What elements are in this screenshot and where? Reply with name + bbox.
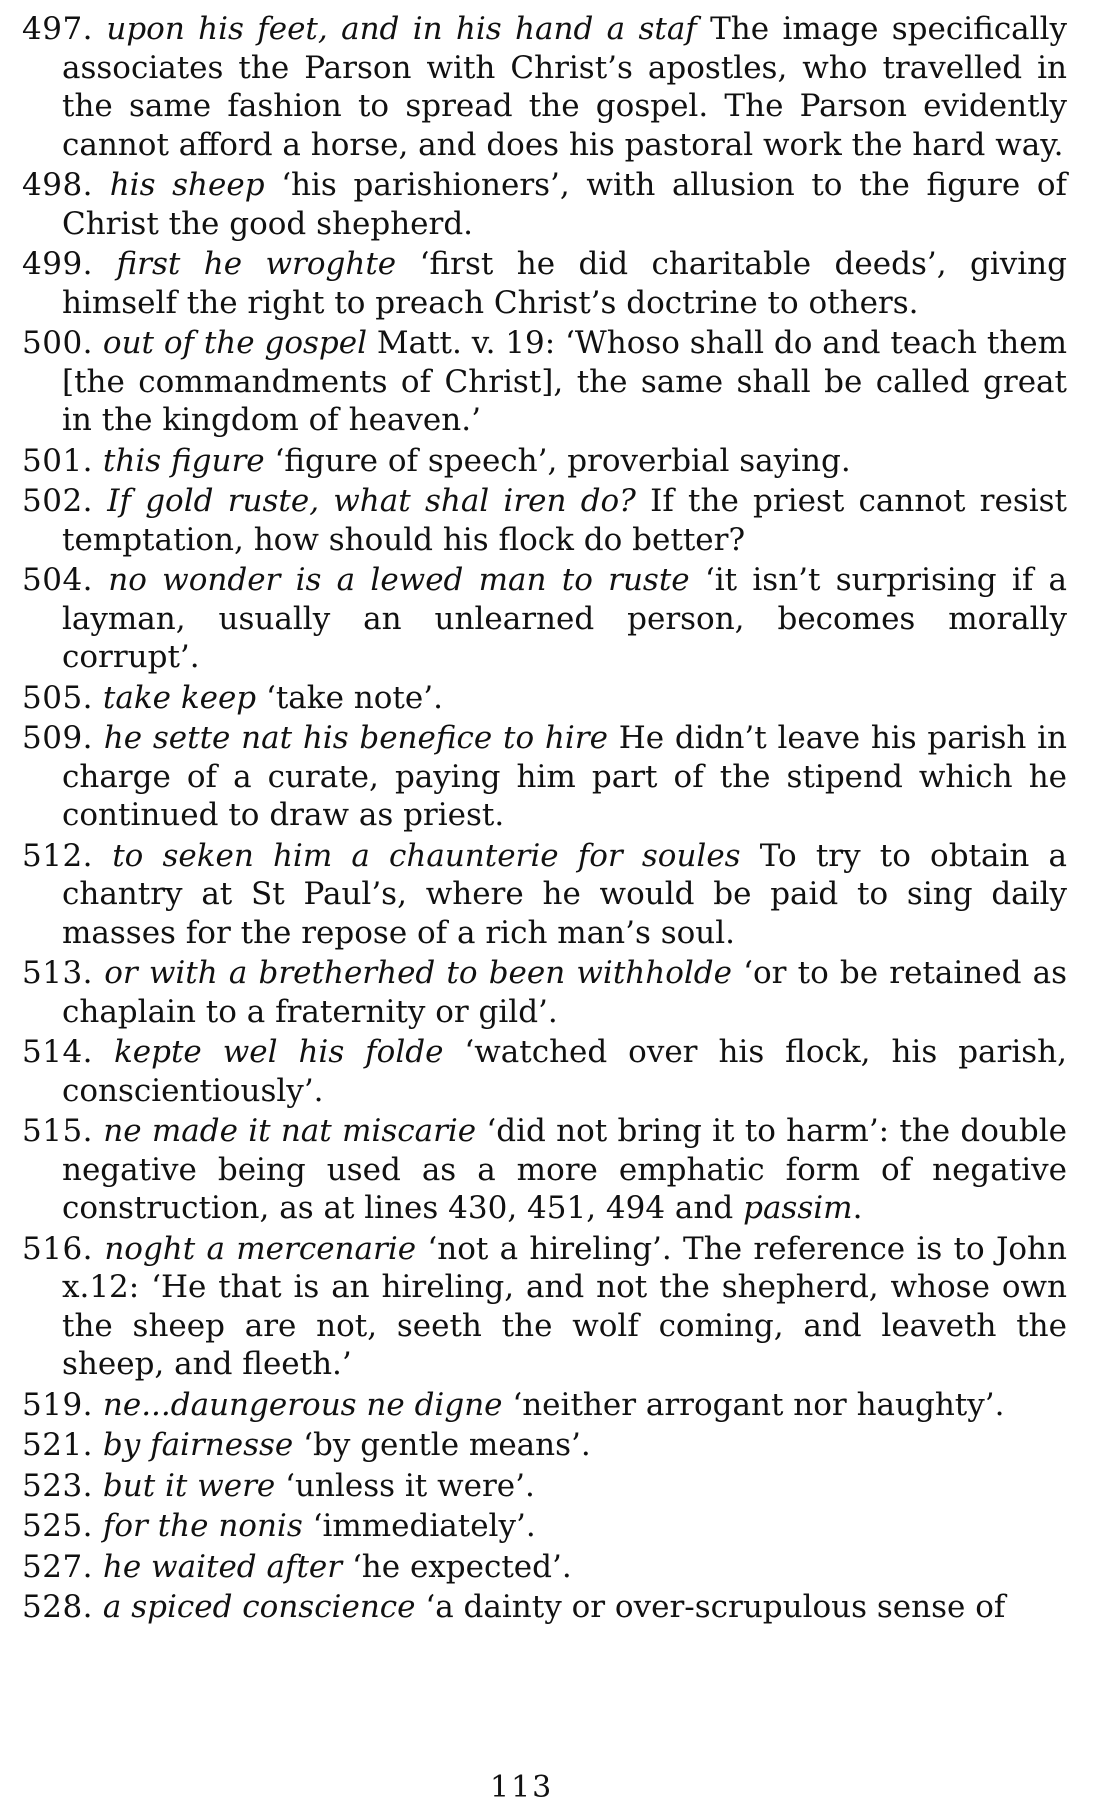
gloss: ‘did not bring it to harm’: the double negative being used as a more emphatic form of negative construction, as at lines 430, 451, 494 and [62, 1113, 1067, 1226]
gloss: The image specifically associates the Parson with Christ’s apostles, who travelled in the same fashion to spread the gospel. The Parson evidently cannot afford a horse, and does his pastoral work the hard way. [62, 11, 1068, 163]
line-number: 516. [22, 1230, 94, 1267]
line-number: 513. [22, 955, 94, 991]
note-entry-527 [22, 1548, 1067, 1587]
line-number: 497. [22, 11, 94, 47]
lemma: upon his feet, and in his hand a staf [106, 11, 697, 47]
line-number: 525. [22, 1508, 94, 1544]
gloss-end: . [852, 1190, 863, 1226]
page-number: 113 [490, 1770, 554, 1805]
gloss: ‘or to be retained as chaplain to a fraternity or gild’. [62, 955, 1068, 1030]
note-entry-525 [22, 1507, 1067, 1546]
lemma: to seken him a chaunterie for soules [112, 837, 741, 874]
line-number: 505. [22, 679, 94, 716]
note-entry-499 [22, 245, 1067, 322]
line-number: 521. [22, 1427, 94, 1463]
note-entry-498 [22, 166, 1067, 243]
gloss: ‘his parishioners’, with allusion to the figure of Christ the good shepherd. [62, 167, 1067, 242]
note-entry-509 [22, 719, 1067, 835]
note-entry-528 [22, 1588, 1067, 1627]
gloss: ‘it isn’t surprising if a layman, usually an unlearned person, becomes morally corrupt’. [62, 562, 1068, 675]
gloss: Matt. v. 19: ‘Whoso shall do and teach them [the commandments of Christ], the same shall be called great in the kingdom of heaven.’ [62, 325, 1068, 438]
lemma: for the nonis [102, 1508, 303, 1544]
line-number: 499. [22, 246, 94, 282]
gloss: ‘take note’. [266, 679, 443, 716]
line-number: 514. [22, 1034, 94, 1070]
lemma: noght a mercenarie [104, 1230, 417, 1267]
notes-page [22, 10, 1067, 1629]
note-entry-497 [22, 10, 1067, 164]
note-entry-523 [22, 1467, 1067, 1506]
gloss: ‘not a hireling’. The reference is to John x.12: ‘He that is an hireling, and not the shepherd, whose own the sheep are not, seeth the wolf coming, and leaveth the sheep, and fleeth.’ [62, 1230, 1067, 1382]
note-entry-502 [22, 482, 1067, 559]
line-number: 500. [22, 325, 94, 361]
lemma: kepte wel his folde [113, 1034, 444, 1070]
line-number: 504. [22, 562, 94, 598]
lemma: ne...daungerous ne digne [102, 1386, 503, 1423]
line-number: 502. [22, 483, 94, 519]
note-entry-519 [22, 1386, 1067, 1425]
lemma: first he wroghte [116, 246, 397, 282]
lemma: he sette nat his benefice to hire [103, 720, 608, 756]
lemma: but it were [102, 1467, 276, 1504]
note-entry-514 [22, 1033, 1067, 1110]
gloss: ‘immediately’. [312, 1508, 536, 1544]
gloss: He didn’t leave his parish in charge of a curate, paying him part of the stipend which he continued to draw as priest. [62, 720, 1067, 833]
note-entry-515 [22, 1112, 1067, 1228]
note-entry-505 [22, 679, 1067, 718]
line-number: 498. [22, 167, 94, 203]
gloss: ‘neither arrogant nor haughty’. [512, 1386, 1005, 1423]
lemma: his sheep [109, 167, 265, 203]
note-entry-521 [22, 1426, 1067, 1465]
lemma: a spiced conscience [102, 1589, 416, 1625]
gloss: If the priest cannot resist temptation, how should his flock do better? [62, 483, 1068, 558]
gloss: To try to obtain a chantry at St Paul’s, where he would be paid to sing daily masses for the repose of a rich man’s soul. [62, 837, 1067, 951]
line-number: 519. [22, 1386, 94, 1423]
lemma: this figure [102, 442, 265, 479]
line-number: 527. [22, 1548, 94, 1585]
gloss: ‘unless it were’. [285, 1467, 535, 1504]
line-number: 509. [22, 720, 94, 756]
note-entry-500 [22, 324, 1067, 440]
lemma: out of the gospel [102, 325, 367, 361]
lemma: he waited after [102, 1548, 343, 1585]
gloss: ‘a dainty or over-scrupulous sense of [425, 1589, 1006, 1625]
lemma: no wonder is a lewed man to ruste [108, 562, 690, 598]
note-entry-501 [22, 442, 1067, 481]
gloss: ‘first he did charitable deeds’, giving himself the right to preach Christ’s doctrine to others. [62, 246, 1067, 321]
gloss: ‘figure of speech’, proverbial saying. [274, 442, 851, 479]
gloss: ‘watched over his flock, his parish, conscientiously’. [62, 1034, 1067, 1109]
note-entry-513 [22, 954, 1067, 1031]
lemma: or with a bretherhed to been withholde [104, 955, 732, 991]
lemma: ne made it nat miscarie [103, 1113, 477, 1149]
note-entry-504 [22, 561, 1067, 677]
lemma: If gold ruste, what shal iren do? [107, 483, 636, 519]
passim-italic: passim [743, 1190, 853, 1226]
gloss: ‘by gentle means’. [303, 1427, 591, 1463]
line-number: 515. [22, 1113, 94, 1149]
line-number: 512. [22, 837, 94, 874]
gloss: ‘he expected’. [351, 1548, 572, 1585]
lemma: take keep [102, 679, 257, 716]
note-entry-512 [22, 837, 1067, 953]
line-number: 528. [22, 1589, 94, 1625]
note-entry-516 [22, 1230, 1067, 1384]
lemma: by fairnesse [102, 1427, 294, 1463]
line-number: 523. [22, 1467, 94, 1504]
line-number: 501. [22, 442, 94, 479]
